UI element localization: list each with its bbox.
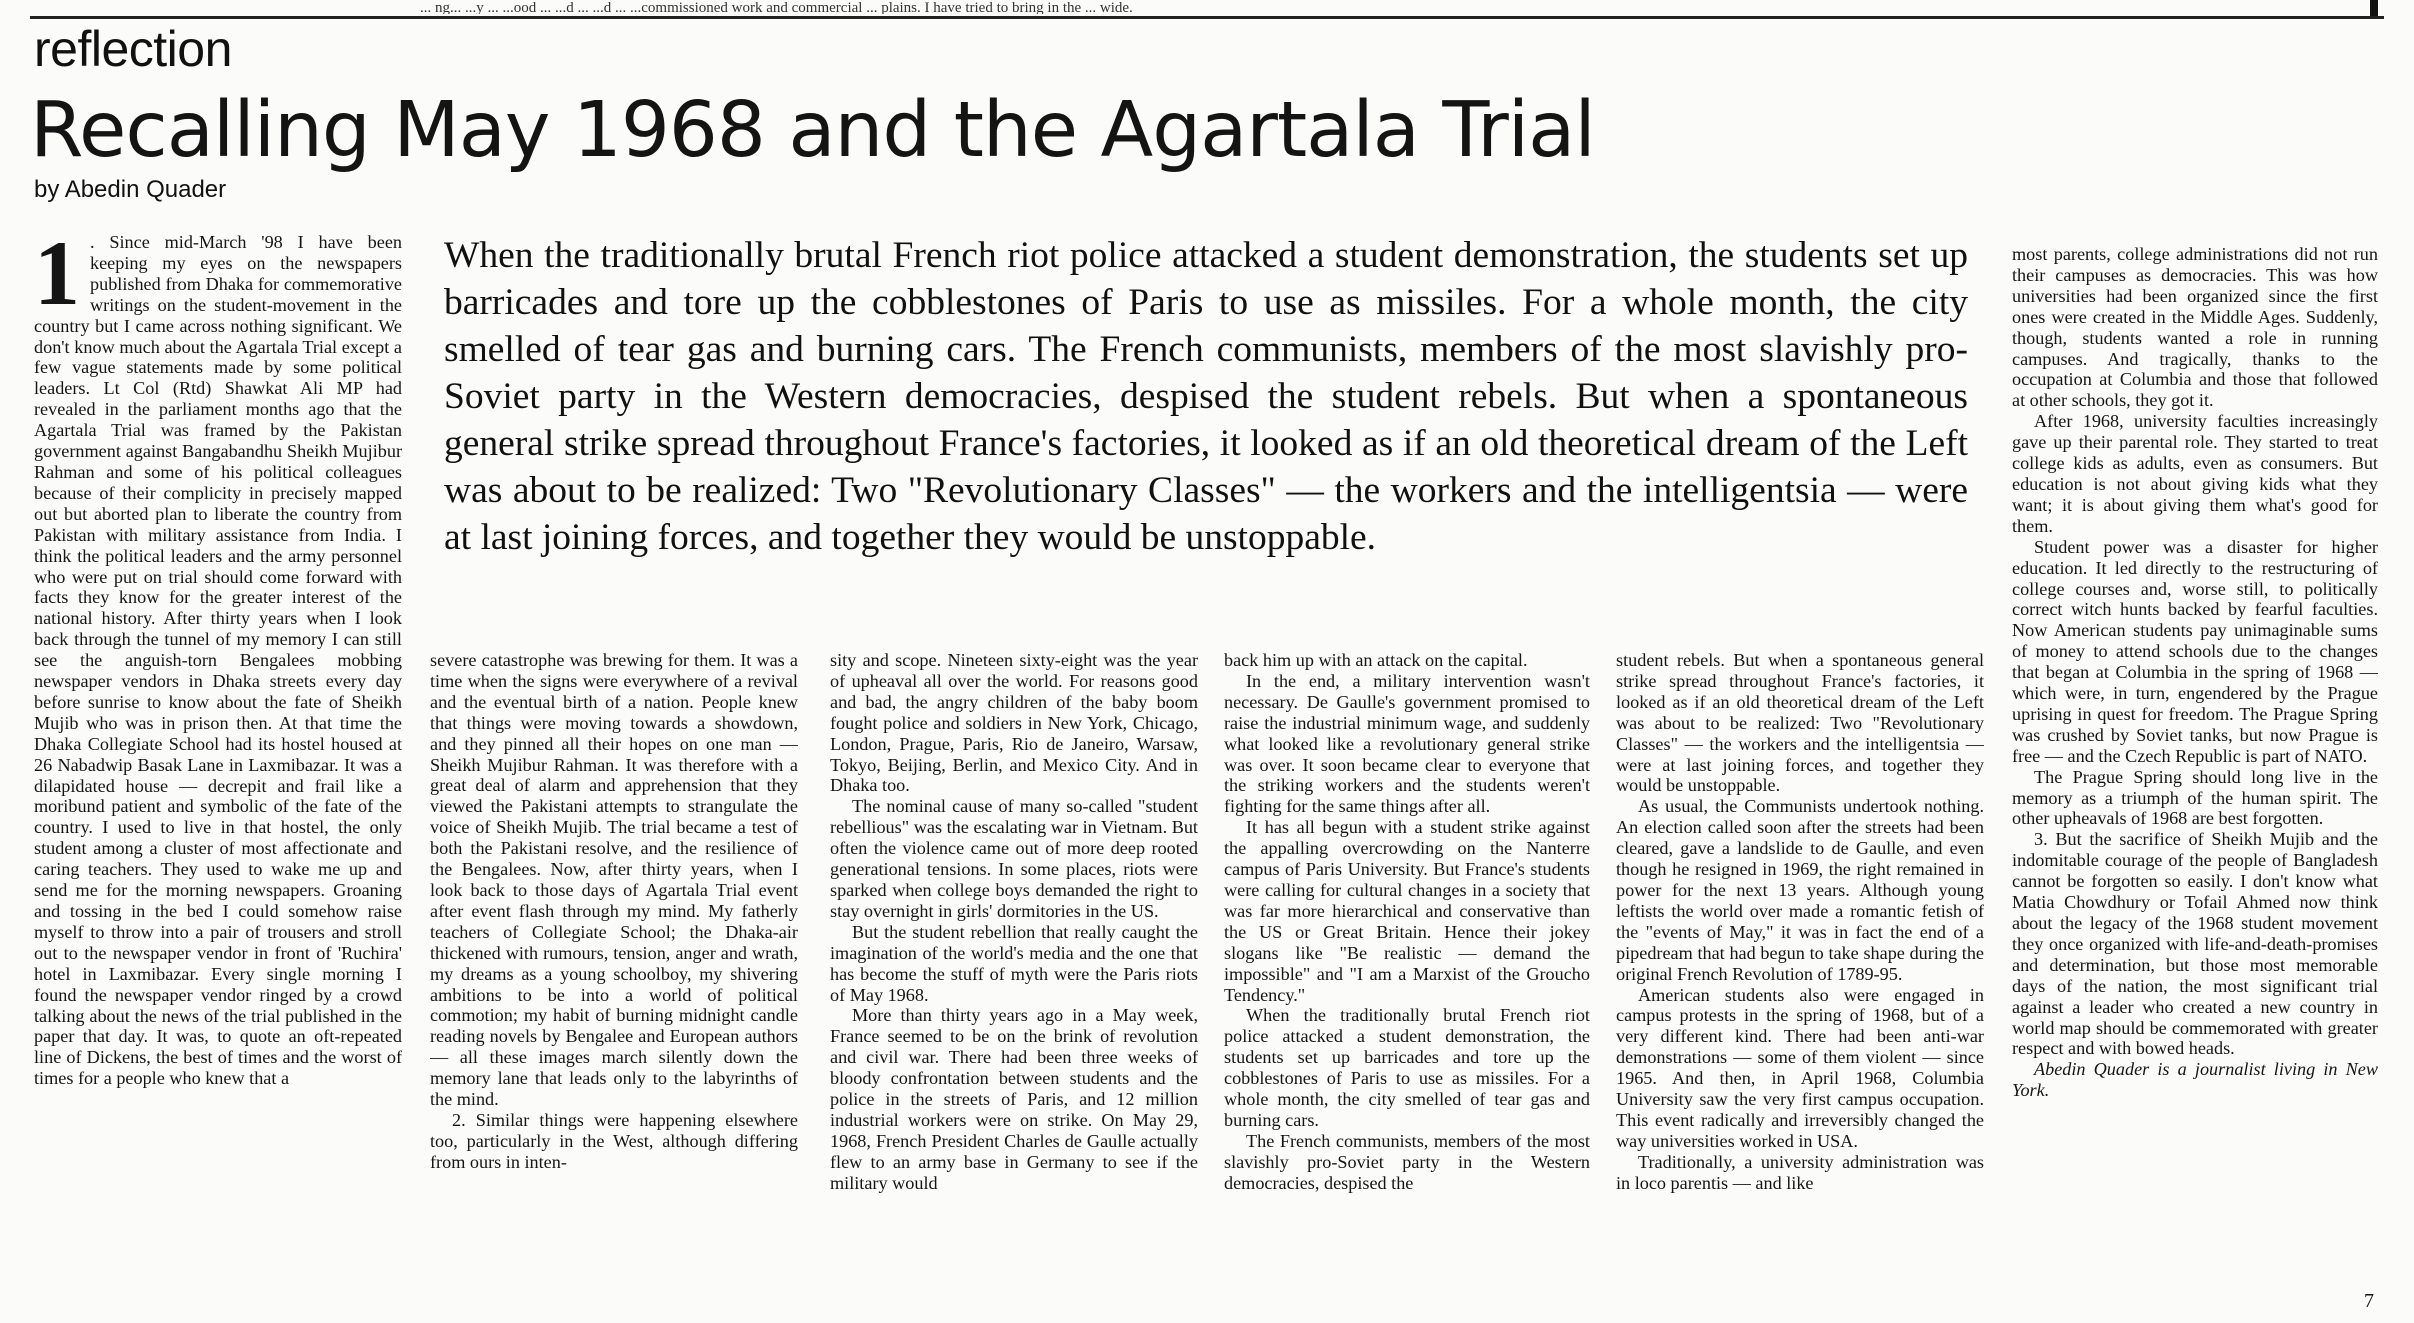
column-6-para: 3. But the sacrifice of Sheikh Mujib and the indomitable courage of the people of Bangladesh cannot be forgotten so easily. I don't know what Matia Chowdhury or Tofail Ahmed now think about the legacy of the 1968 student movement they once organized with life-and-death-promises and determination, but those most memorable days of the nation, the most significant trial against a leader who created a new country in world map should be commemorated with greater respect and with bowed heads. (2012, 829, 2378, 1059)
section-kicker: reflection (34, 21, 232, 77)
column-4 (1224, 650, 1590, 1292)
byline: by Abedin Quader (34, 176, 227, 203)
column-6-para: Student power was a disaster for higher education. It led directly to the restructuring of college courses and, worse still, to politically correct witch hunts backed by fearful faculties. Now American students pay unimaginable sums of money to attend schools due to the changes that began at Columbia in the spring of 1968 — which were, in turn, engendered by the Prague uprising in quest for freedom. The Prague Spring was crushed by Soviet tanks, but now Prague is free — and the Czech Republic is part of NATO. (2012, 536, 2378, 766)
column-3-para: The nominal cause of many so-called "student rebellious" was the escalating war in Vietnam. But often the violence came out of more deep rooted generational tensions. In some places, riots were sparked when college boys demanded the right to stay overnight in girls' dormitories in the US. (830, 796, 1198, 921)
corner-mark (2370, 0, 2378, 16)
column-6-para: After 1968, university faculties increasingly gave up their parental role. They started to treat college kids as adults, even as consumers. But education is not about giving kids what they want; it is about giving them what's good for them. (2012, 411, 2378, 536)
column-3-para: sity and scope. Nineteen sixty-eight was the year of upheaval all over the world. For reasons good and bad, the angry children of the baby boom fought police and soldiers in New York, Chicago, London, Prague, Paris, Rio de Janeiro, Warsaw, Tokyo, Beijing, Berlin, and Mexico City. And in Dhaka too. (830, 650, 1198, 796)
column-4-para: In the end, a military intervention wasn't necessary. De Gaulle's government promised to raise the industrial minimum wage, and suddenly what looked like a revolutionary general strike was over. It soon became clear to everyone that the striking workers and the students weren't fighting for the same things after all. (1224, 670, 1590, 817)
column-5-para: As usual, the Communists undertook nothing. An election called soon after the streets had been cleared, gave a landslide to de Gaulle, and even though he resigned in 1969, the right remained in power for the next 13 years. Although young leftists the world over made a romantic fetish of the "events of May," it was in fact the end of a pipedream that had begun to take shape during the original French Revolution of 1789-95. (1616, 796, 1984, 984)
column-1 (34, 232, 402, 1292)
column-2-para: severe catastrophe was brewing for them. It was a time when the signs were everywhere of a revival and the eventual birth of a nation. People knew that things were moving towards a showdown, and they pinned all their hopes on one man — Sheikh Mujibur Rahman. It was therefore with a great deal of alarm and apprehension that they viewed the Pakistani attempts to strangulate the voice of Sheikh Mujib. The trial became a test of both the Pakistani resolve, and the resilience of the Bengalees. Now, after thirty years, when I look back to those days of Agartala Trial event after event flash through my mind. My fatherly teachers of Collegiate School; the Dhaka-air thickened with rumours, tension, anger and wrath, my dreams as a young schoolboy, my shivering ambitions to be into a world of political commotion; my habit of burning midnight candle reading novels by Bengalee and European authors — all these images march silently down the memory lane that leads only to the labyrinths of the mind. (430, 650, 798, 1110)
column-5-para: American students also were engaged in campus protests in the spring of 1968, but of a very different kind. There had been anti-war demonstrations — some of them violent — since 1965. And then, in April 1968, Columbia University saw the very first campus occupation. This event radically and irreversibly changed the way universities worked in USA. (1616, 984, 1984, 1151)
column-3 (830, 650, 1198, 1292)
column-5-para: Traditionally, a university administration was in loco parentis — and like (1616, 1151, 1984, 1193)
pull-quote: When the traditionally brutal French riot police attacked a student demonstration, the students set up barricades and tore up the cobblestones of Paris to use as missiles. For a whole month, the city smelled of tear gas and burning cars. The French communists, members of the most slavishly pro-Soviet party in the Western democracies, despised the student rebels. But when a spontaneous general strike spread throughout France's factories, it looked as if an old theoretical dream of the Left was about to be realized: Two "Revolutionary Classes" — the workers and the intelligentsia — were at last joining forces, and together they would be unstoppable. (444, 235, 1968, 558)
column-4-para: back him up with an attack on the capital. (1224, 650, 1528, 670)
drop-cap: 1 (34, 232, 80, 324)
column-3-para: More than thirty years ago in a May week, France seemed to be on the brink of revolution and civil war. There had been three weeks of bloody confrontation between students and the police in the streets of Paris, and 12 million industrial workers were on strike. On May 29, 1968, French President Charles de Gaulle actually flew to an army base in Germany to see if the military would (830, 1005, 1198, 1193)
column-6 (2012, 244, 2378, 1294)
column-6-para: The Prague Spring should long live in the memory as a triumph of the human spirit. The other upheavals of 1968 are best forgotten. (2012, 766, 2378, 829)
column-4-para: It has all begun with a student strike against the appalling overcrowding on the Nanterre campus of Paris University. But France's students were calling for cultural changes in a society that was far more hierarchical and conservative than the US or Great Britain. Hence their jokey slogans like "Be realistic — demand the impossible" and "I am a Marxist of the Groucho Tendency." (1224, 817, 1590, 1005)
column-4-para: The French communists, members of the most slavishly pro-Soviet party in the Western democracies, despised the (1224, 1130, 1590, 1193)
column-5 (1616, 650, 1984, 1292)
column-3-para: But the student rebellion that really caught the imagination of the world's media and the one that has become the stuff of myth were the Paris riots of May 1968. (830, 921, 1198, 1005)
previous-article-strip: ... ng... ...y ... ...ood ... ...d ... ...d ... ...commissioned work and commercial ... plains. I have tried to bring in the ... wide. (420, 0, 1133, 14)
column-1-text: . Since mid-March '98 I have been keeping my eyes on the newspapers published from Dhaka for commemorative writings on the student-movement in the country but I came across nothing significant. We don't know much about the Agartala Trial except a few vague statements made by some political leaders. Lt Col (Rtd) Shawkat Ali MP had revealed in the parliament months ago that the Agartala Trial was framed by the Pakistan government against Bangabandhu Sheikh Mujibur Rahman and some of his political colleagues because of their complicity in precisely mapped out but aborted plan to liberate the country from Pakistan with military assistance from India. I think the political leaders and the army personnel who were put on trial should come forward with facts they know for the greater interest of the national history. After thirty years when I look back through the tunnel of my memory I can still see the anguish-torn Bengalees mobbing newspaper vendors in Dhaka streets every day before sunrise to know about the fate of Sheikh Mujib who was in prison then. At that time the Dhaka Collegiate School had its hostel housed at 26 Nabadwip Basak Lane in Laxmibazar. It was a dilapidated house — decrepit and frail like a moribund patient and symbolic of the fate of the country. I used to live in that hostel, the only student among a cluster of most affectionate and caring teachers. They used to wake me up and send me for the morning newspapers. Groaning and tossing in the bed I could somehow raise myself to throw into a pair of trousers and stroll out to the newspaper vendor in front of 'Ruchira' hotel in Laxmibazar. Every single morning I found the newspaper vendor ringed by a crowd talking about the news of the trial published in the paper that day. It was, to quote an oft-repeated line of Dickens, the best of times and the worst of times for a people who knew that a (34, 232, 402, 1089)
column-2-para: 2. Similar things were happening elsewhere too, particularly in the West, although differing from ours in inten- (430, 1109, 798, 1172)
author-note: Abedin Quader is a journalist living in New York. (2012, 1059, 2378, 1101)
top-rule (30, 16, 2384, 19)
column-2 (430, 650, 798, 1292)
headline: Recalling May 1968 and the Agartala Trial (30, 86, 1595, 175)
column-6-para: most parents, college administrations did not run their campuses as democracies. This was how universities had been organized since the first ones were created in the Middle Ages. Suddenly, though, students wanted a role in running campuses. And tragically, thanks to the occupation at Columbia and those that followed at other schools, they got it. (2012, 244, 2378, 411)
page-number: 7 (2364, 1290, 2374, 1312)
column-4-para: When the traditionally brutal French riot police attacked a student demonstration, the students set up barricades and tore up the cobblestones of Paris to use as missiles. For a whole month, the city smelled of tear gas and burning cars. (1224, 1005, 1590, 1130)
column-5-para: student rebels. But when a spontaneous general strike spread throughout France's factories, it looked as if an old theoretical dream of the Left was about to be realized: Two "Revolutionary Classes" — the workers and the intelligentsia — were at last joining forces, and together they would be unstoppable. (1616, 650, 1984, 796)
